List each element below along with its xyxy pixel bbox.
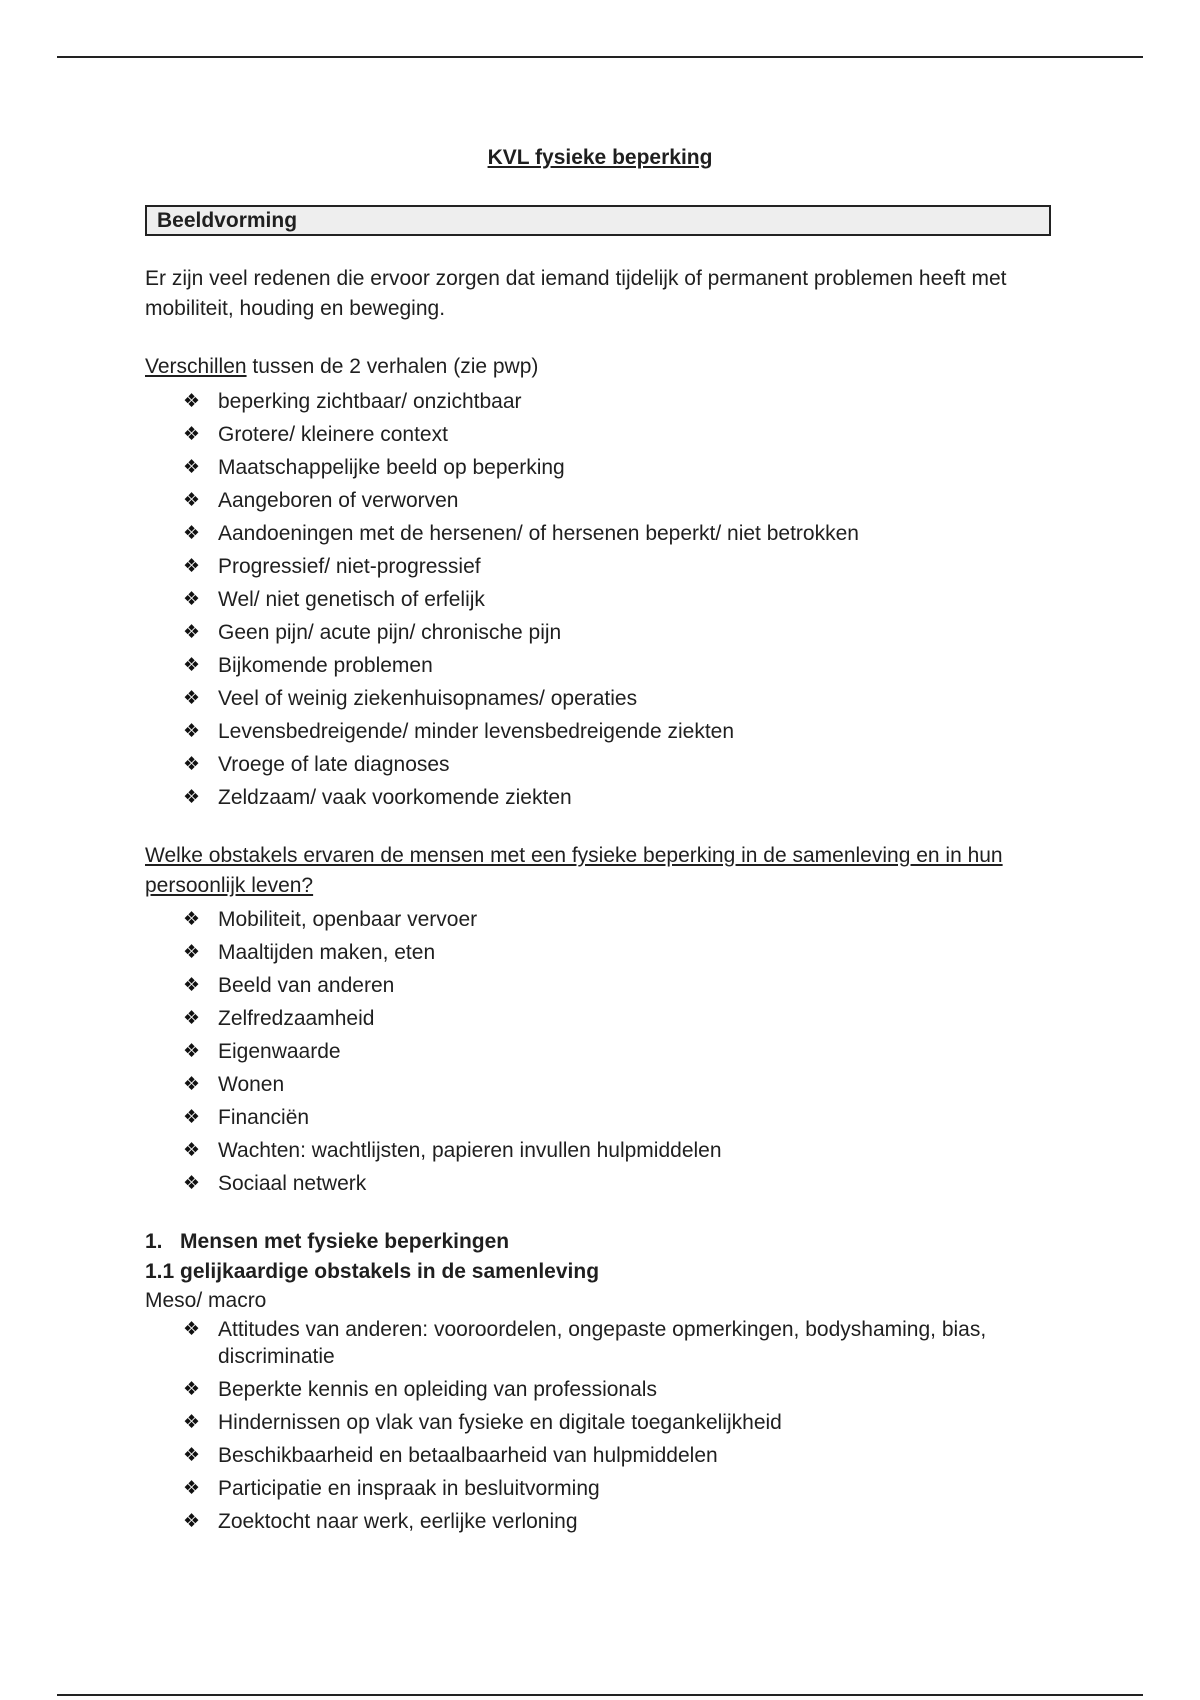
diamond-bullet-icon: ❖ [183, 391, 201, 412]
chapter-heading: 1. Mensen met fysieke beperkingen [145, 1230, 510, 1253]
list-item-text: Vroege of late diagnoses [218, 753, 450, 776]
list-item [145, 1002, 1055, 1035]
list-item [145, 550, 1055, 583]
list-item-text: Attitudes van anderen: vooroordelen, ongepaste opmerkingen, bodyshaming, bias, discriminatie [218, 1318, 987, 1368]
verschillen-section [145, 352, 1055, 814]
verschillen-underlined: Verschillen [145, 355, 247, 378]
list-item-text: Aangeboren of verworven [218, 489, 459, 512]
list-item-text: Maatschappelijke beeld op beperking [218, 456, 565, 479]
diamond-bullet-icon: ❖ [183, 1074, 201, 1095]
list-item-text: Mobiliteit, openbaar vervoer [218, 908, 478, 931]
bottom-rule [57, 1694, 1143, 1696]
diamond-bullet-icon: ❖ [183, 787, 201, 808]
diamond-bullet-icon: ❖ [183, 975, 201, 996]
diamond-bullet-icon: ❖ [183, 490, 201, 511]
list-item [145, 1167, 1055, 1200]
list-item [145, 781, 1055, 814]
verschillen-heading [145, 352, 1055, 382]
diamond-bullet-icon: ❖ [183, 457, 201, 478]
chapter-subheading: 1.1 gelijkaardige obstakels in de samenleving [145, 1260, 600, 1283]
diamond-bullet-icon: ❖ [183, 655, 201, 676]
list-item-text: Progressief/ niet-progressief [218, 555, 481, 578]
list-item-text: Wachten: wachtlijsten, papieren invullen hulpmiddelen [218, 1139, 722, 1162]
list-item [145, 649, 1055, 682]
diamond-bullet-icon: ❖ [183, 1379, 201, 1400]
list-item-text: Bijkomende problemen [218, 654, 433, 677]
list-item [145, 1101, 1055, 1134]
list-item-text: Wonen [218, 1073, 285, 1096]
list-item [145, 385, 1055, 418]
list-item [145, 1475, 1055, 1502]
list-item-text: Zelfredzaamheid [218, 1007, 375, 1030]
list-item [145, 969, 1055, 1002]
list-item-text: Veel of weinig ziekenhuisopnames/ operaties [218, 687, 638, 710]
diamond-bullet-icon: ❖ [183, 1319, 201, 1340]
list-item [145, 517, 1055, 550]
list-item [145, 682, 1055, 715]
list-item-text: Beschikbaarheid en betaalbaarheid van hulpmiddelen [218, 1444, 718, 1467]
section-heading: Beeldvorming [157, 209, 298, 232]
diamond-bullet-icon: ❖ [183, 754, 201, 775]
list-item [145, 1376, 1055, 1403]
list-item [145, 1068, 1055, 1101]
list-item [145, 1508, 1055, 1535]
diamond-bullet-icon: ❖ [183, 1140, 201, 1161]
list-item [145, 1316, 1055, 1370]
list-item [145, 903, 1055, 936]
document-title: KVL fysieke beperking [487, 146, 713, 169]
obstakels-question: Welke obstakels ervaren de mensen met een fysieke beperking in de samenleving en in hun persoonlijk leven? [145, 844, 1003, 897]
list-item [145, 936, 1055, 969]
list-item [145, 616, 1055, 649]
list-item [145, 715, 1055, 748]
diamond-bullet-icon: ❖ [183, 424, 201, 445]
diamond-bullet-icon: ❖ [183, 1107, 201, 1128]
diamond-bullet-icon: ❖ [183, 556, 201, 577]
list-item-text: Sociaal netwerk [218, 1172, 367, 1195]
list-item-text: beperking zichtbaar/ onzichtbaar [218, 390, 522, 413]
list-item [145, 748, 1055, 781]
diamond-bullet-icon: ❖ [183, 622, 201, 643]
list-item [145, 1134, 1055, 1167]
verschillen-list [145, 385, 1055, 814]
chapter-section [145, 1227, 1055, 1541]
list-item-text: Beperkte kennis en opleiding van professionals [218, 1378, 657, 1401]
list-item-text: Zeldzaam/ vaak voorkomende ziekten [218, 786, 572, 809]
diamond-bullet-icon: ❖ [183, 909, 201, 930]
list-item-text: Levensbedreigende/ minder levensbedreigende ziekten [218, 720, 735, 743]
list-item [145, 1035, 1055, 1068]
list-item [145, 484, 1055, 517]
diamond-bullet-icon: ❖ [183, 1478, 201, 1499]
verschillen-rest: tussen de 2 verhalen (zie pwp) [246, 355, 539, 378]
list-item-text: Beeld van anderen [218, 974, 395, 997]
list-item-text: Financiën [218, 1106, 310, 1129]
list-item [145, 1409, 1055, 1436]
intro-paragraph: Er zijn veel redenen die ervoor zorgen dat iemand tijdelijk of permanent problemen heeft met mobiliteit, houding en beweging. [145, 267, 1007, 320]
chapter-level: Meso/ macro [145, 1289, 267, 1312]
diamond-bullet-icon: ❖ [183, 523, 201, 544]
top-rule [57, 56, 1143, 58]
list-item [145, 1442, 1055, 1469]
list-item [145, 451, 1055, 484]
list-item-text: Hindernissen op vlak van fysieke en digitale toegankelijkheid [218, 1411, 782, 1434]
list-item [145, 583, 1055, 616]
diamond-bullet-icon: ❖ [183, 721, 201, 742]
list-item-text: Maaltijden maken, eten [218, 941, 436, 964]
diamond-bullet-icon: ❖ [183, 589, 201, 610]
diamond-bullet-icon: ❖ [183, 1041, 201, 1062]
diamond-bullet-icon: ❖ [183, 942, 201, 963]
obstakels-section [145, 841, 1055, 1200]
chapter-list [145, 1316, 1055, 1535]
obstakels-list [145, 903, 1055, 1200]
diamond-bullet-icon: ❖ [183, 1445, 201, 1466]
list-item-text: Grotere/ kleinere context [218, 423, 448, 446]
list-item-text: Participatie en inspraak in besluitvorming [218, 1477, 600, 1500]
diamond-bullet-icon: ❖ [183, 688, 201, 709]
list-item [145, 418, 1055, 451]
diamond-bullet-icon: ❖ [183, 1412, 201, 1433]
diamond-bullet-icon: ❖ [183, 1173, 201, 1194]
list-item-text: Geen pijn/ acute pijn/ chronische pijn [218, 621, 562, 644]
list-item-text: Zoektocht naar werk, eerlijke verloning [218, 1510, 578, 1533]
list-item-text: Eigenwaarde [218, 1040, 341, 1063]
diamond-bullet-icon: ❖ [183, 1008, 201, 1029]
list-item-text: Wel/ niet genetisch of erfelijk [218, 588, 485, 611]
list-item-text: Aandoeningen met de hersenen/ of hersenen beperkt/ niet betrokken [218, 522, 859, 545]
diamond-bullet-icon: ❖ [183, 1511, 201, 1532]
section-heading-box [145, 205, 1051, 236]
